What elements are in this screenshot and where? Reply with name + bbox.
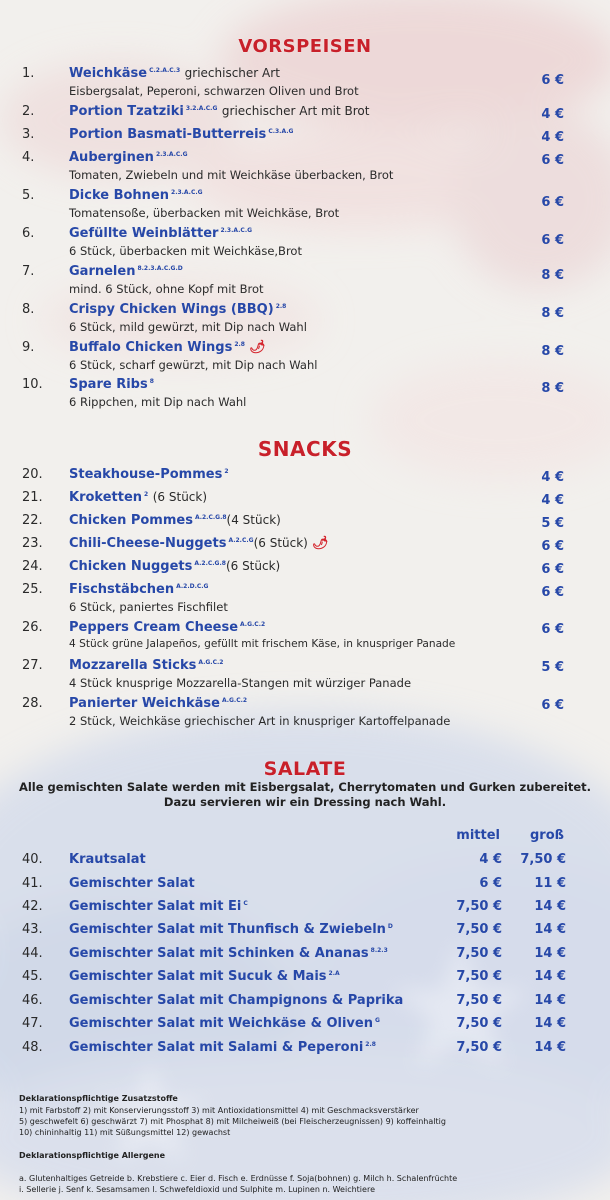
salad-name: Gemischter Salat mit Schinken & Ananas $^{8.2.3}$ xyxy=(69,946,388,961)
price-mittel: 4 € xyxy=(479,852,502,867)
section-title-vorspeisen: VORSPEISEN xyxy=(238,36,372,57)
salad-name: Krautsalat xyxy=(69,852,146,867)
column-header-gross: groß xyxy=(530,828,564,843)
salad-name: Gemischter Salat mit Champignons & Paprika xyxy=(69,993,404,1008)
section-title-salate: SALATE xyxy=(263,758,347,780)
salad-name: Gemischter Salat xyxy=(69,876,195,891)
item-price: 6 € xyxy=(541,73,564,88)
salad-name: Gemischter Salat mit Ei $^C$ xyxy=(69,899,248,914)
item-number: 21. xyxy=(22,490,43,505)
salate-intro-line-2: Dazu servieren wir ein Dressing nach Wahl. xyxy=(163,795,447,809)
price-gross: 7,50 € xyxy=(520,852,566,867)
section-title-snacks: SNACKS xyxy=(257,437,353,461)
zusatzstoffe-line-1: 1) mit Farbstoff 2) mit Konservierungsstoff 3) mit Antioxidationsmittel 4) mit Geschmacksverstärker xyxy=(19,1106,419,1115)
item-number: 9. xyxy=(22,340,35,355)
price-mittel: 7,50 € xyxy=(456,899,502,914)
item-name: Peppers Cream Cheese $^{A.G.C.2}$ xyxy=(69,620,266,635)
item-name: Auberginen $^{2.3.A.C.G}$ xyxy=(69,150,188,165)
salad-name: Gemischter Salat mit Thunfisch & Zwiebeln $^D$ xyxy=(69,922,393,937)
item-number: 20. xyxy=(22,467,43,482)
salad-name: Gemischter Salat mit Sucuk & Mais $^{2.A}$ xyxy=(69,969,340,984)
price-gross: 11 € xyxy=(534,876,566,891)
item-description: 4 Stück grüne Jalapeños, gefüllt mit frischem Käse, in knuspriger Panade xyxy=(69,638,456,650)
item-number: 28. xyxy=(22,696,43,711)
item-name: Gefüllte Weinblätter $^{2.3.A.C.G}$ xyxy=(69,226,253,241)
price-mittel: 7,50 € xyxy=(456,1040,502,1055)
item-name: Fischstäbchen $^{A.2.D.C.G}$ xyxy=(69,582,209,597)
price-mittel: 7,50 € xyxy=(456,1016,502,1031)
item-name: Weichkäse $^{C.2.A.C.3}$ griechischer Art xyxy=(69,66,280,81)
item-number: 7. xyxy=(22,264,35,279)
item-price: 4 € xyxy=(541,493,564,508)
item-name: Mozzarella Sticks $^{A.G.C.2}$ xyxy=(69,658,224,673)
item-number: 1. xyxy=(22,66,35,81)
item-number: 4. xyxy=(22,150,35,165)
price-gross: 14 € xyxy=(534,969,566,984)
item-price: 4 € xyxy=(541,107,564,122)
item-number: 6. xyxy=(22,226,35,241)
price-gross: 14 € xyxy=(534,946,566,961)
item-price: 6 € xyxy=(541,585,564,600)
item-name: Dicke Bohnen $^{2.3.A.C.G}$ xyxy=(69,188,203,203)
item-description: 6 Stück, scharf gewürzt, mit Dip nach Wahl xyxy=(69,358,318,372)
item-price: 8 € xyxy=(541,268,564,283)
price-mittel: 7,50 € xyxy=(456,969,502,984)
item-description: Tomaten, Zwiebeln und mit Weichkäse überbacken, Brot xyxy=(69,168,394,182)
item-description: 2 Stück, Weichkäse griechischer Art in knuspriger Kartoffelpanade xyxy=(69,714,451,728)
item-number: 24. xyxy=(22,559,43,574)
item-name: Garnelen $^{8.2.3.A.C.G.D}$ xyxy=(69,264,183,279)
allergene-title: Deklarationspflichtige Allergene xyxy=(19,1151,166,1160)
item-number: 8. xyxy=(22,302,35,317)
chili-icon: 🌶 xyxy=(248,340,266,355)
salad-name: Gemischter Salat mit Weichkäse & Oliven $^G$ xyxy=(69,1016,380,1031)
price-gross: 14 € xyxy=(534,1040,566,1055)
item-name: Portion Basmati-Butterreis $^{C.3.A.G}$ xyxy=(69,127,294,142)
item-name: Chicken Pommes $^{A.2.C.G.8}$(4 Stück) xyxy=(69,513,281,528)
salad-name: Gemischter Salat mit Salami & Peperoni $^{2.8}$ xyxy=(69,1040,376,1055)
item-number: 23. xyxy=(22,536,43,551)
item-name: Chicken Nuggets $^{A.2.C.G.8}$(6 Stück) xyxy=(69,559,281,574)
item-price: 8 € xyxy=(541,344,564,359)
item-number: 10. xyxy=(22,377,43,392)
item-number: 3. xyxy=(22,127,35,142)
item-name: Steakhouse-Pommes $^2$ xyxy=(69,467,229,482)
salate-intro-line-1: Alle gemischten Salate werden mit Eisbergsalat, Cherrytomaten und Gurken zubereitet. xyxy=(18,780,592,794)
price-gross: 14 € xyxy=(534,922,566,937)
item-name: Spare Ribs $^8$ xyxy=(69,377,154,392)
price-gross: 14 € xyxy=(534,1016,566,1031)
item-price: 6 € xyxy=(541,195,564,210)
price-gross: 14 € xyxy=(534,899,566,914)
item-number: 25. xyxy=(22,582,43,597)
zusatzstoffe-title: Deklarationspflichtige Zusatzstoffe xyxy=(19,1094,178,1103)
item-description: 6 Stück, mild gewürzt, mit Dip nach Wahl xyxy=(69,320,307,334)
item-price: 6 € xyxy=(541,153,564,168)
allergene-line-2: i. Sellerie j. Senf k. Sesamsamen l. Schwefeldioxid und Sulphite m. Lupinen n. Weichtiere xyxy=(19,1185,375,1194)
item-description: 6 Stück, überbacken mit Weichkäse,Brot xyxy=(69,244,302,258)
item-price: 6 € xyxy=(541,233,564,248)
item-name: Panierter Weichkäse $^{A.G.C.2}$ xyxy=(69,696,248,711)
item-price: 8 € xyxy=(541,381,564,396)
chili-icon: 🌶 xyxy=(311,536,329,551)
item-price: 5 € xyxy=(541,660,564,675)
item-price: 6 € xyxy=(541,622,564,637)
item-price: 6 € xyxy=(541,698,564,713)
item-price: 4 € xyxy=(541,470,564,485)
allergene-line-1: a. Glutenhaltiges Getreide b. Krebstiere c. Eier d. Fisch e. Erdnüsse f. Soja(bohnen) g. Milch h. Schalenfrüchte xyxy=(19,1174,458,1183)
item-number: 2. xyxy=(22,104,35,119)
zusatzstoffe-line-3: 10) chininhaltig 11) mit Süßungsmittel 12) gewachst xyxy=(19,1128,231,1137)
item-name: Buffalo Chicken Wings $^{2.8}$ 🌶 xyxy=(69,340,266,355)
price-mittel: 7,50 € xyxy=(456,946,502,961)
item-price: 5 € xyxy=(541,516,564,531)
item-price: 6 € xyxy=(541,539,564,554)
item-price: 6 € xyxy=(541,562,564,577)
item-name: Chili-Cheese-Nuggets $^{A.2.C.G}$(6 Stück) 🌶 xyxy=(69,536,329,551)
item-name: Portion Tzatziki $^{3.2.A.C.G}$ griechischer Art mit Brot xyxy=(69,104,370,119)
item-description: 4 Stück knusprige Mozzarella-Stangen mit würziger Panade xyxy=(69,676,412,690)
item-name: Crispy Chicken Wings (BBQ) $^{2.8}$ xyxy=(69,302,287,317)
item-number: 5. xyxy=(22,188,35,203)
zusatzstoffe-line-2: 5) geschwefelt 6) geschwärzt 7) mit Phosphat 8) mit Milcheiweiß (bei Fleischerzeugnissen) 9) koffeinhaltig xyxy=(19,1117,446,1126)
item-description: Tomatensoße, überbacken mit Weichkäse, Brot xyxy=(69,206,340,220)
item-price: 4 € xyxy=(541,130,564,145)
item-description: 6 Stück, paniertes Fischfilet xyxy=(69,600,228,614)
price-mittel: 6 € xyxy=(479,876,502,891)
item-number: 22. xyxy=(22,513,43,528)
price-gross: 14 € xyxy=(534,993,566,1008)
item-name: Kroketten $^2$ (6 Stück) xyxy=(69,490,208,505)
item-price: 8 € xyxy=(541,306,564,321)
price-mittel: 7,50 € xyxy=(456,993,502,1008)
column-header-mittel: mittel xyxy=(456,828,500,843)
item-description: mind. 6 Stück, ohne Kopf mit Brot xyxy=(69,282,264,296)
item-description: Eisbergsalat, Peperoni, schwarzen Oliven und Brot xyxy=(69,84,359,98)
item-number: 27. xyxy=(22,658,43,673)
item-description: 6 Rippchen, mit Dip nach Wahl xyxy=(69,395,247,409)
price-mittel: 7,50 € xyxy=(456,922,502,937)
item-number: 26. xyxy=(22,620,43,635)
